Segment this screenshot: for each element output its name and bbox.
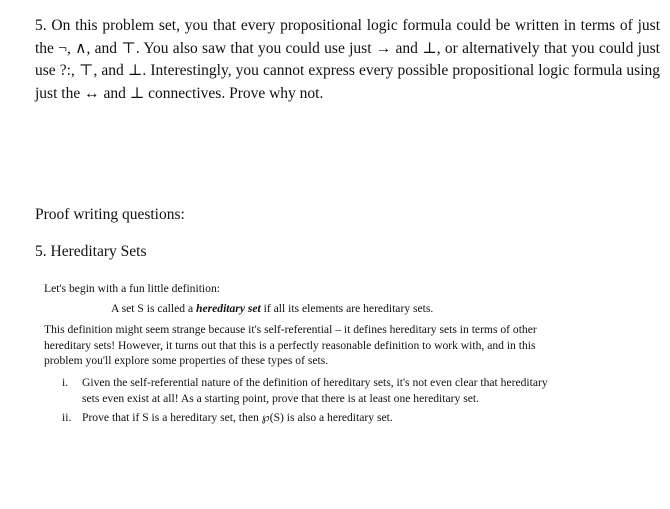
definition-text <box>111 301 433 317</box>
intro-text: Let's begin with a fun little definition: <box>44 282 220 295</box>
definition-term: hereditary set <box>196 302 261 315</box>
list-item-text: Given the self-referential nature of the definition of hereditary sets, it's not even clear that hereditary sets even exist at all! As a starting point, prove that there is at least one hereditary set. <box>82 376 548 405</box>
list-item-number: i. <box>62 376 69 389</box>
definition-suffix: if all its elements are hereditary sets. <box>260 302 434 315</box>
explanation-paragraph: This definition might seem strange because it's self-referential – it defines hereditary sets in terms of other hereditary sets! However, it turns out that this is a perfectly reasonable definition to work with, and in this problem you'll explore some properties of these types of sets. <box>44 323 537 367</box>
list-item-text: Prove that if S is a hereditary set, then ℘(S) is also a hereditary set. <box>82 411 393 424</box>
list-item-number: ii. <box>62 411 72 424</box>
definition-prefix: A set S is called a <box>111 302 197 315</box>
list-item <box>62 375 562 406</box>
problem-statement: 5. On this problem set, you that every propositional logic formula could be written in terms of just the ¬, ∧, and ⊤. You also saw that you could use just → and ⊥, or alternatively that you could just use ?:, ⊤, and ⊥. Interestingly, you cannot express every possible propositional logic formula using just the ↔ and ⊥ connectives. Prove why not. <box>35 17 660 102</box>
list-item <box>62 410 562 426</box>
proof-writing-heading: Proof writing questions: <box>35 206 185 223</box>
hereditary-sets-heading: 5. Hereditary Sets <box>35 243 147 260</box>
